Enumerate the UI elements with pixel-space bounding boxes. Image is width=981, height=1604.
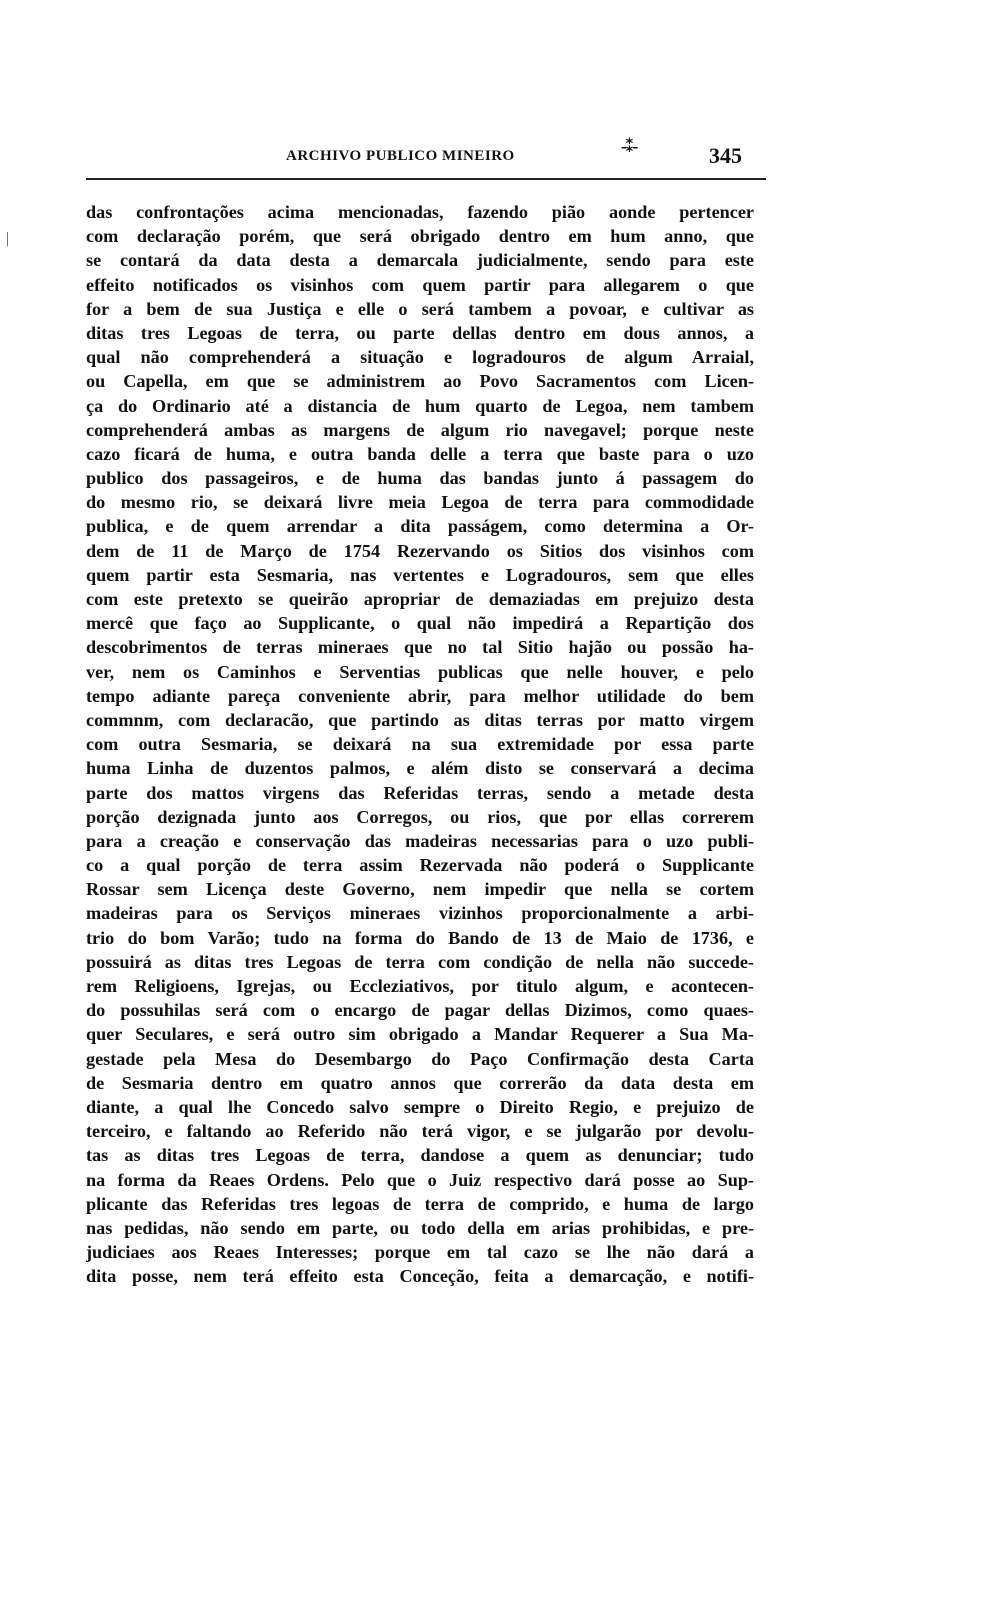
header-ornament: -⁑- [621, 136, 637, 156]
text-line: de Sesmaria dentro em quatro annos que correrão da data desta em [86, 1072, 754, 1093]
text-line: publica, e de quem arrendar a dita passágem, como determina a Or- [86, 516, 754, 537]
text-line: tas as ditas tres Legoas de terra, dandose a quem as denunciar; tudo [86, 1145, 754, 1166]
text-line: rem Religioens, Igrejas, ou Eccleziativos, por titulo algum, e acontecen- [86, 976, 754, 996]
text-line: descobrimentos de terras mineraes que no tal Sitio hajão ou possão ha- [86, 637, 754, 658]
text-line: nas pedidas, não sendo em parte, ou todo della em arias prohibidas, e pre- [86, 1217, 754, 1238]
text-line: for a bem de sua Justiça e elle o será tambem a povoar, e cultivar as [86, 298, 754, 319]
margin-tick-mark: | [6, 230, 10, 247]
text-line: quem partir esta Sesmaria, nas vertentes e Logradouros, sem que elles [86, 564, 754, 585]
text-line: se contará da data desta a demarcala judicialmente, sendo para este [86, 250, 754, 271]
text-line: possuirá as ditas tres Legoas de terra com condição de nella não succede- [86, 951, 754, 972]
text-line: ver, nem os Caminhos e Serventias publicas que nelle houver, e pelo [86, 661, 754, 682]
text-line: porção dezignada junto aos Corregos, ou rios, que por ellas correrem [86, 806, 754, 827]
text-line: madeiras para os Serviços mineraes vizinhos proporcionalmente a arbi- [86, 903, 754, 924]
text-line: mercê que faço ao Supplicante, o qual não impedirá a Repartição dos [86, 613, 754, 634]
text-line: judiciaes aos Reaes Interesses; porque em tal cazo se lhe não dará a [86, 1242, 754, 1263]
text-line: huma Linha de duzentos palmos, e além disto se conservará a decima [86, 758, 754, 779]
text-line: dem de 11 de Março de 1754 Rezervando os Sitios dos visinhos com [86, 540, 754, 561]
text-line: tempo adiante pareça conveniente abrir, para melhor utilidade do bem [86, 685, 754, 706]
text-line: com declaração porém, que será obrigado dentro em hum anno, que [86, 226, 754, 247]
text-line: co a qual porção de terra assim Rezervada não poderá o Supplicante [86, 855, 754, 876]
text-line: para a creação e conservação das madeiras necessarias para o uzo publi- [86, 830, 754, 851]
text-line: ça do Ordinario até a distancia de hum quarto de Legoa, nem tambem [86, 395, 754, 416]
text-line: ou Capella, em que se administrem ao Povo Sacramentos com Licen- [86, 371, 754, 392]
page-number: 345 [709, 143, 742, 168]
text-line: ditas tres Legoas de terra, ou parte dellas dentro em dous annos, a [86, 322, 754, 343]
text-line: na forma da Reaes Ordens. Pelo que o Juiz respectivo dará posse ao Sup- [86, 1169, 754, 1190]
text-line: comprehenderá ambas as margens de algum rio navegavel; porque neste [86, 419, 754, 440]
text-line: do mesmo rio, se deixará livre meia Legoa de terra para commodidade [86, 492, 754, 513]
text-line: Rossar sem Licença deste Governo, nem impedir que nella se cortem [86, 879, 754, 900]
text-line: quer Seculares, e será outro sim obrigado a Mandar Requerer a Sua Ma- [86, 1024, 754, 1045]
text-line: cazo ficará de huma, e outra banda delle a terra que baste para o uzo [86, 443, 754, 464]
running-head: ARCHIVO PUBLICO MINEIRO [286, 148, 515, 164]
text-line: parte dos mattos virgens das Referidas terras, sendo a metade desta [86, 782, 754, 803]
text-line: dita posse, nem terá effeito esta Conceção, feita a demarcação, e notifi- [86, 1266, 754, 1287]
text-line: plicante das Referidas tres legoas de terra de comprido, e huma de largo [86, 1193, 754, 1214]
text-line: trio do bom Varão; tudo na forma do Bando de 13 de Maio de 1736, e [86, 927, 754, 948]
text-line: qual não comprehenderá a situação e logradouros de algum Arraial, [86, 347, 754, 368]
body-text [86, 200, 754, 1288]
text-line: das confrontações acima mencionadas, fazendo pião aonde pertencer [86, 202, 754, 222]
text-line: terceiro, e faltando ao Referido não terá vigor, e se julgarão por devolu- [86, 1121, 754, 1142]
text-line: com outra Sesmaria, se deixará na sua extremidade por essa parte [86, 734, 754, 755]
text-line: com este pretexto se queirão apropriar de demaziadas em prejuizo desta [86, 589, 754, 609]
text-line: do possuhilas será com o encargo de pagar dellas Dizimos, como quaes- [86, 1000, 754, 1021]
text-line: gestade pela Mesa do Desembargo do Paço Confirmação desta Carta [86, 1048, 754, 1069]
text-line: publico dos passageiros, e de huma das bandas junto á passagem do [86, 468, 754, 489]
text-line: effeito notificados os visinhos com quem partir para allegarem o que [86, 274, 754, 295]
page-header [86, 128, 766, 172]
header-rule [86, 178, 766, 180]
text-line: commnm, com declaracão, que partindo as ditas terras por matto virgem [86, 709, 754, 730]
text-line: diante, a qual lhe Concedo salvo sempre o Direito Regio, e prejuizo de [86, 1096, 754, 1117]
